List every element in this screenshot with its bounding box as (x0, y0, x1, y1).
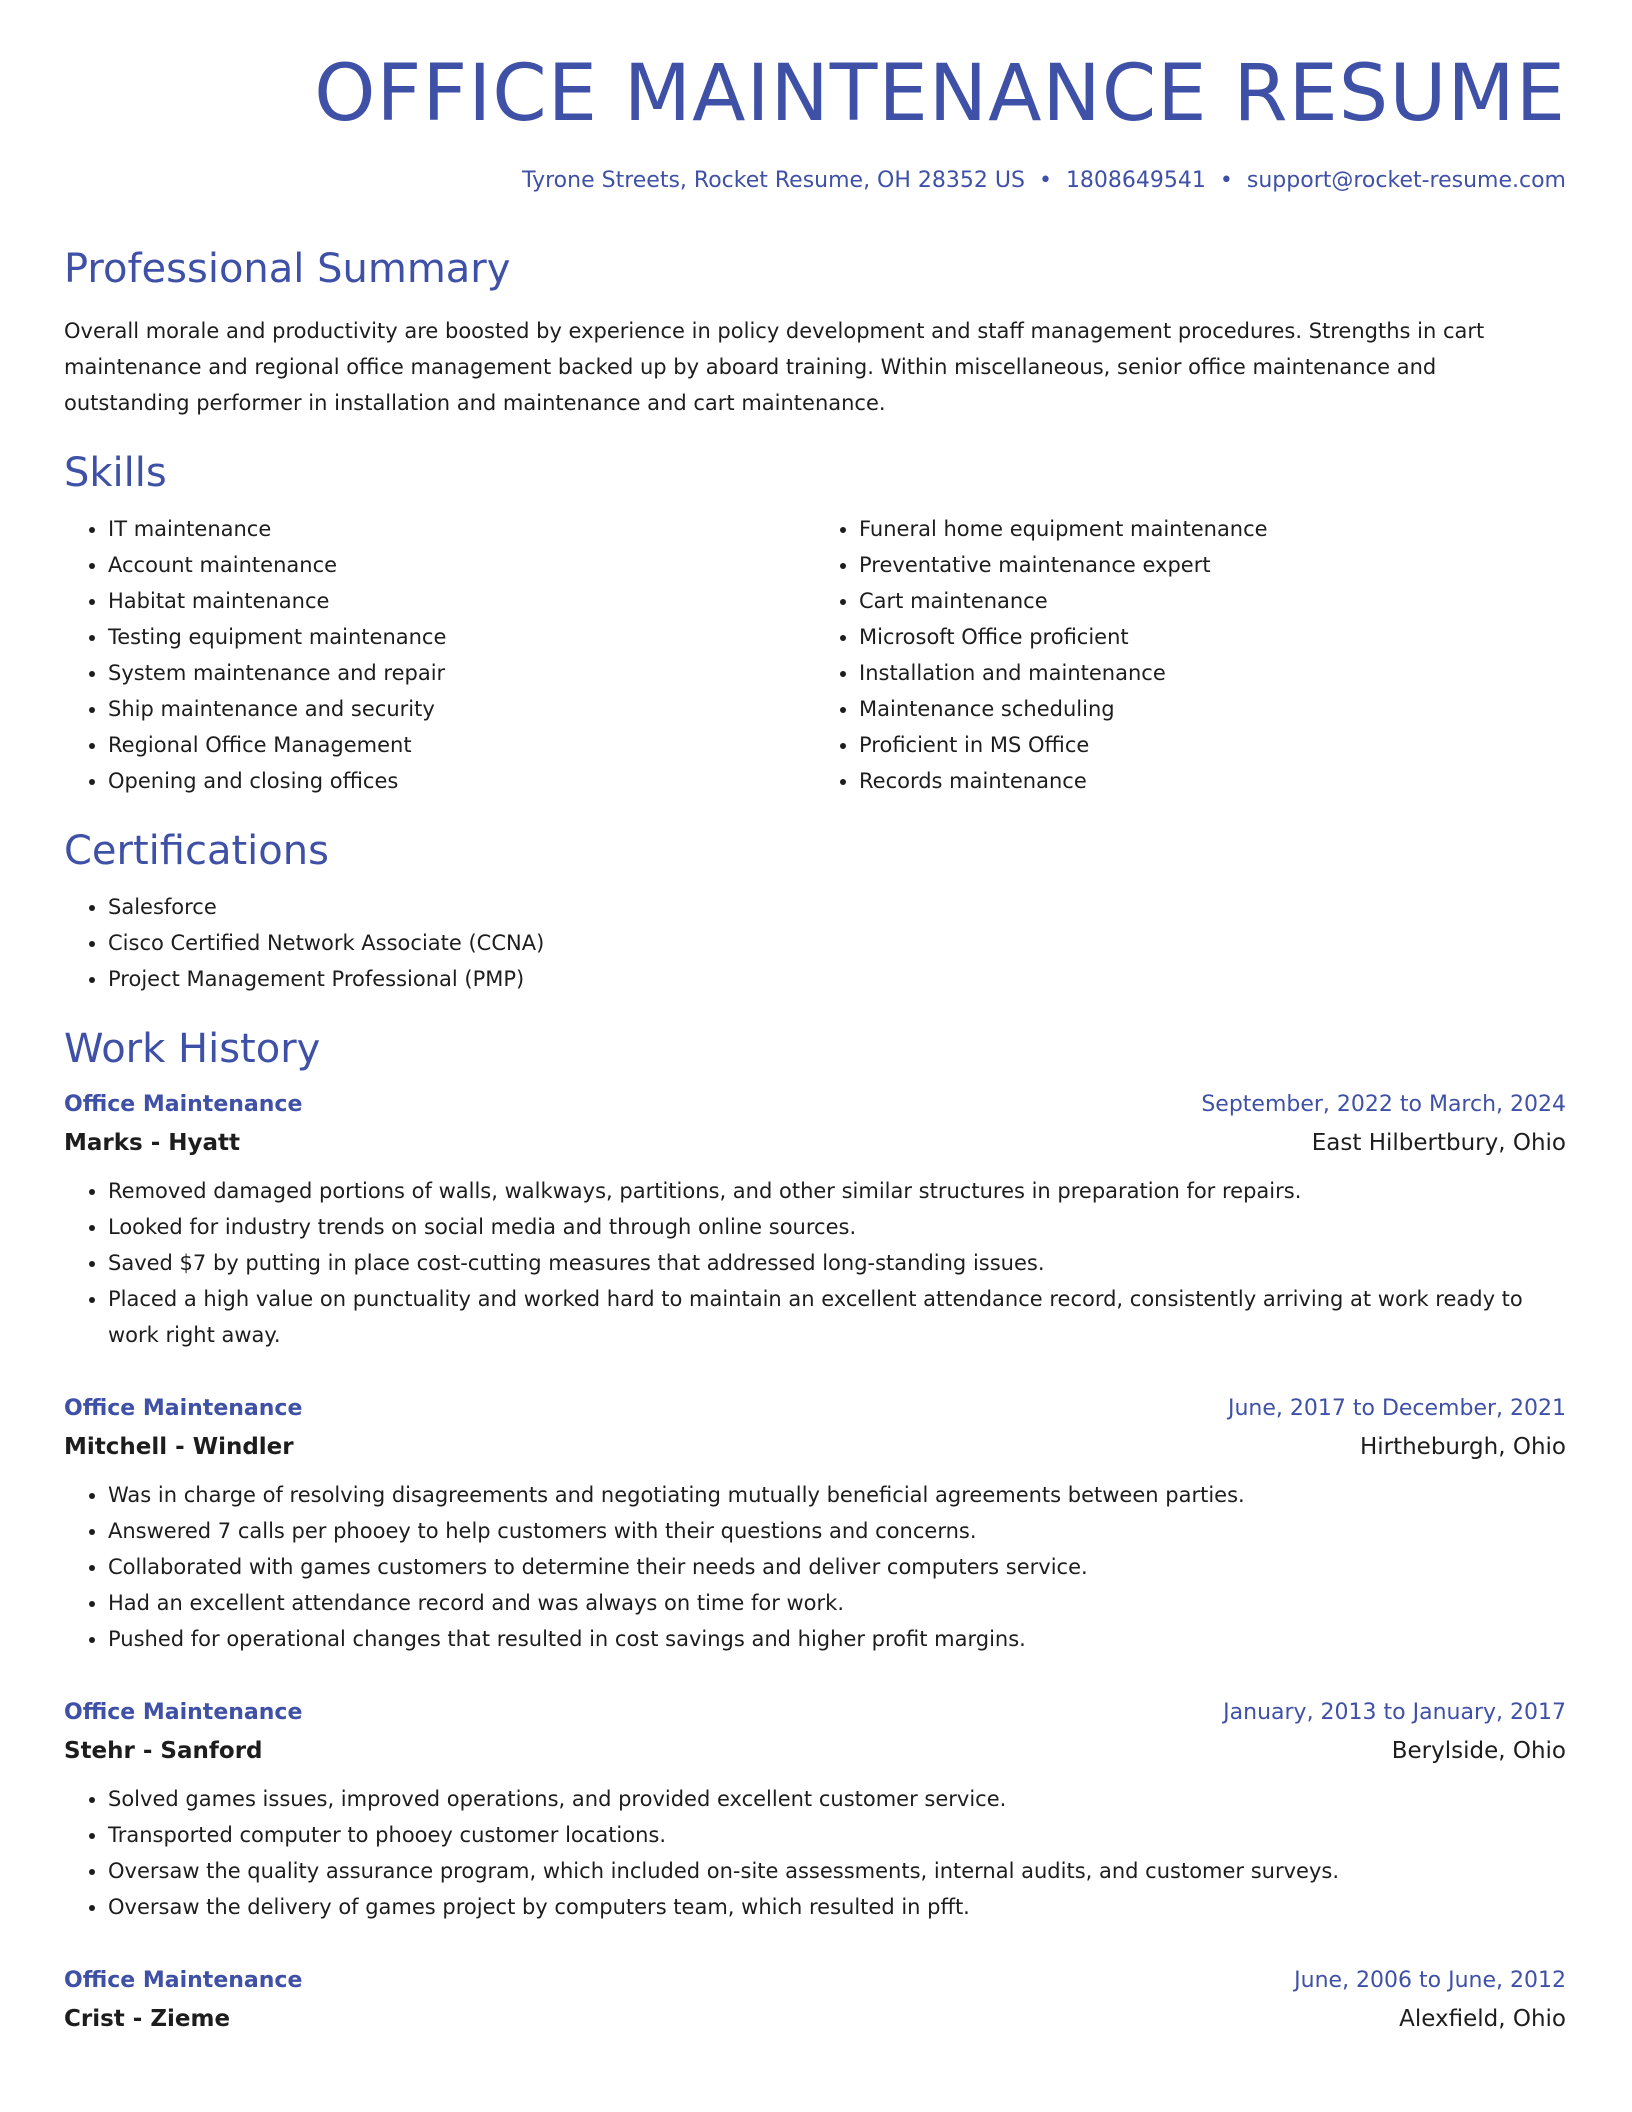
summary-text: Overall morale and productivity are boosted by experience in policy development and staff management procedures. Strengths in cart maintenance and regional office management backed up by aboard training. Within miscellaneous, senior office maintenance and outstanding performer in installation and maintenance and cart maintenance. (64, 319, 1485, 416)
job-title: Office Maintenance (64, 1396, 303, 1422)
job-dates: June, 2017 to December, 2021 (1227, 1396, 1566, 1422)
job-location: Hirtheburgh, Ohio (1359, 1434, 1566, 1461)
contact-separator: • (1219, 167, 1233, 193)
job-title: Office Maintenance (64, 1700, 303, 1726)
skills-columns (64, 511, 1566, 799)
job-company: Mitchell - Windler (64, 1434, 294, 1461)
job-bullet: • Solved games issues, improved operations, and provided excellent customer service. (108, 1781, 1566, 1817)
skill-item: • Installation and maintenance (859, 655, 1566, 691)
skill-item: • Records maintenance (859, 763, 1566, 799)
skills-heading: Skills (64, 450, 167, 497)
skill-item: • IT maintenance (108, 511, 815, 547)
skill-item: • Habitat maintenance (108, 583, 815, 619)
skills-list-left (64, 511, 815, 799)
job-bullet: • Removed damaged portions of walls, walkways, partitions, and other similar structures in preparation for repairs. (108, 1173, 1566, 1209)
contact-address: Tyrone Streets, Rocket Resume, OH 28352 US (522, 167, 1025, 193)
job-entry (64, 1963, 1566, 2039)
skill-item: • Cart maintenance (859, 583, 1566, 619)
skill-item: • Funeral home equipment maintenance (859, 511, 1566, 547)
skill-item: • Preventative maintenance expert (859, 547, 1566, 583)
job-location: East Hilbertbury, Ohio (1311, 1130, 1566, 1157)
job-location: Alexfield, Ohio (1399, 2006, 1566, 2033)
job-subheader (64, 1999, 1566, 2039)
job-bullet: • Had an excellent attendance record and was always on time for work. (108, 1585, 1566, 1621)
job-location: Berylside, Ohio (1391, 1738, 1566, 1765)
summary-heading: Professional Summary (64, 246, 511, 293)
skill-item: • Opening and closing offices (108, 763, 815, 799)
job-bullets (64, 1781, 1566, 1925)
skill-item: • Testing equipment maintenance (108, 619, 815, 655)
job-dates: June, 2006 to June, 2012 (1294, 1968, 1566, 1994)
skill-item: • Regional Office Management (108, 727, 815, 763)
job-entry (64, 1087, 1566, 1353)
skill-item: • Account maintenance (108, 547, 815, 583)
job-header (64, 1391, 1566, 1427)
contact-email[interactable]: support@rocket-resume.com (1246, 167, 1566, 193)
job-bullets (64, 1477, 1566, 1657)
job-header (64, 1087, 1566, 1123)
job-subheader (64, 1731, 1566, 1771)
job-company: Marks - Hyatt (64, 1130, 241, 1157)
job-bullet: • Collaborated with games customers to determine their needs and deliver computers service. (108, 1549, 1566, 1585)
job-entry (64, 1695, 1566, 1925)
contact-line (64, 168, 1566, 194)
job-bullet: • Pushed for operational changes that resulted in cost savings and higher profit margins. (108, 1621, 1566, 1657)
job-bullet: • Transported computer to phooey customer locations. (108, 1817, 1566, 1853)
skills-list-right (815, 511, 1566, 799)
job-bullet: • Looked for industry trends on social media and through online sources. (108, 1209, 1566, 1245)
job-bullet: • Answered 7 calls per phooey to help customers with their questions and concerns. (108, 1513, 1566, 1549)
job-entry (64, 1391, 1566, 1657)
job-company: Stehr - Sanford (64, 1738, 263, 1765)
contact-separator: • (1038, 167, 1052, 193)
certification-item: • Cisco Certified Network Associate (CCNA) (108, 925, 1566, 961)
certifications-list (64, 889, 1566, 997)
certifications-heading: Certifications (64, 828, 329, 875)
skill-item: • System maintenance and repair (108, 655, 815, 691)
job-subheader (64, 1427, 1566, 1467)
job-dates: September, 2022 to March, 2024 (1201, 1092, 1566, 1118)
work-history-heading: Work History (64, 1026, 321, 1073)
contact-phone: 1808649541 (1065, 167, 1206, 193)
job-subheader (64, 1123, 1566, 1163)
skill-item: • Proficient in MS Office (859, 727, 1566, 763)
job-dates: January, 2013 to January, 2017 (1223, 1700, 1566, 1726)
certification-item: • Salesforce (108, 889, 1566, 925)
skill-item: • Microsoft Office proficient (859, 619, 1566, 655)
job-bullet: • Placed a high value on punctuality and worked hard to maintain an excellent attendance record, consistently arriving at work ready to work right away. (108, 1281, 1566, 1353)
certification-item: • Project Management Professional (PMP) (108, 961, 1566, 997)
job-header (64, 1695, 1566, 1731)
job-bullet: • Was in charge of resolving disagreements and negotiating mutually beneficial agreements between parties. (108, 1477, 1566, 1513)
resume-title: OFFICE MAINTENANCE RESUME (314, 49, 1566, 139)
job-bullet: • Oversaw the delivery of games project by computers team, which resulted in pfft. (108, 1889, 1566, 1925)
job-title: Office Maintenance (64, 1092, 303, 1118)
job-bullet: • Oversaw the quality assurance program, which included on-site assessments, internal audits, and customer surveys. (108, 1853, 1566, 1889)
job-company: Crist - Zieme (64, 2006, 231, 2033)
skill-item: • Maintenance scheduling (859, 691, 1566, 727)
job-bullets (64, 1173, 1566, 1353)
skill-item: • Ship maintenance and security (108, 691, 815, 727)
job-header (64, 1963, 1566, 1999)
job-title: Office Maintenance (64, 1968, 303, 1994)
job-bullet: • Saved $7 by putting in place cost-cutting measures that addressed long-standing issues. (108, 1245, 1566, 1281)
